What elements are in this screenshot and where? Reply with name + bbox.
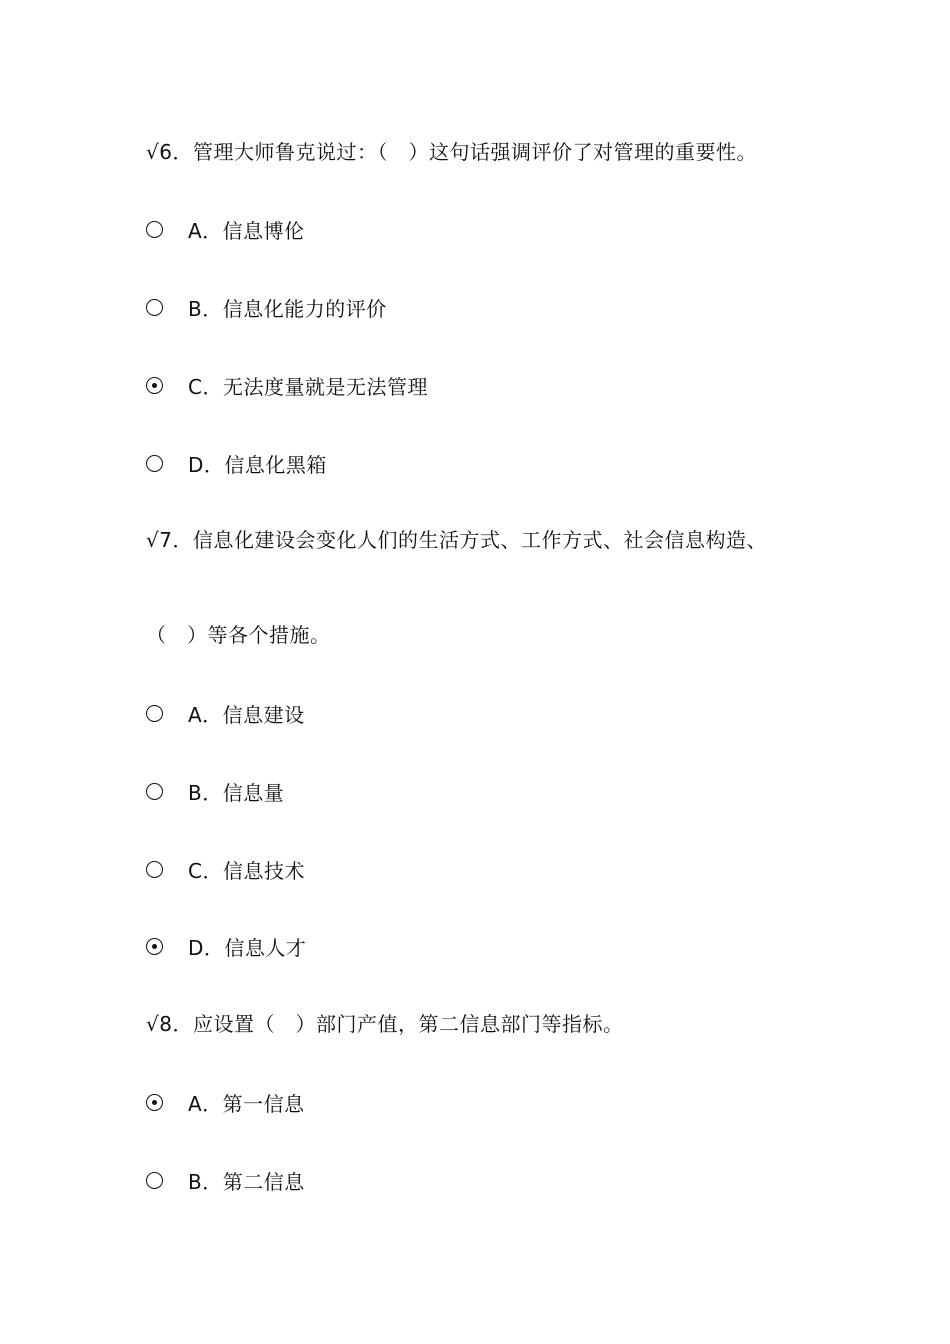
option-label: B．信息化能力的评价 xyxy=(188,296,387,321)
radio-button[interactable] xyxy=(146,861,163,878)
radio-button[interactable] xyxy=(146,455,163,472)
question-8-option-a[interactable] xyxy=(146,1090,305,1114)
question-7-option-c[interactable] xyxy=(146,857,305,881)
radio-button[interactable] xyxy=(146,221,163,238)
question-8-text: 8．应设置（ ）部门产值，第二信息部门等指标。 xyxy=(159,1012,624,1036)
radio-button[interactable] xyxy=(146,299,163,316)
question-6-option-d[interactable] xyxy=(146,451,327,475)
option-label: D．信息人才 xyxy=(188,935,307,960)
question-7-option-a[interactable] xyxy=(146,701,305,725)
radio-button[interactable] xyxy=(146,1172,163,1189)
question-7-text: 7．信息化建设会变化人们的生活方式、工作方式、社会信息构造、 xyxy=(159,528,767,552)
question-6-option-c[interactable] xyxy=(146,373,428,397)
option-label: A．信息博伦 xyxy=(188,218,305,243)
question-6-text: 6．管理大师鲁克说过：（ ）这句话强调评价了对管理的重要性。 xyxy=(159,140,757,164)
option-label: C．无法度量就是无法管理 xyxy=(188,374,428,399)
option-label: B．信息量 xyxy=(188,780,285,805)
radio-button[interactable] xyxy=(146,783,163,800)
check-mark: √ xyxy=(146,1012,160,1036)
option-label: C．信息技术 xyxy=(188,858,305,883)
radio-button[interactable] xyxy=(146,705,163,722)
question-7-option-d[interactable] xyxy=(146,934,306,958)
question-7-option-b[interactable] xyxy=(146,779,284,803)
radio-button-selected[interactable] xyxy=(146,377,163,394)
option-label: B．第二信息 xyxy=(188,1169,305,1194)
option-label: D．信息化黑箱 xyxy=(188,452,327,477)
check-mark: √ xyxy=(146,140,160,164)
option-label: A．信息建设 xyxy=(188,702,305,727)
radio-button-selected[interactable] xyxy=(146,1094,163,1111)
question-7 xyxy=(146,528,767,552)
question-8-option-b[interactable] xyxy=(146,1168,305,1192)
question-7-continued: （ ）等各个措施。 xyxy=(146,623,331,647)
question-6-option-a[interactable] xyxy=(146,217,305,241)
question-8 xyxy=(146,1012,623,1036)
question-6 xyxy=(146,140,757,164)
option-label: A．第一信息 xyxy=(188,1091,305,1116)
question-6-option-b[interactable] xyxy=(146,295,387,319)
check-mark: √ xyxy=(146,528,160,552)
radio-button-selected[interactable] xyxy=(146,938,163,955)
